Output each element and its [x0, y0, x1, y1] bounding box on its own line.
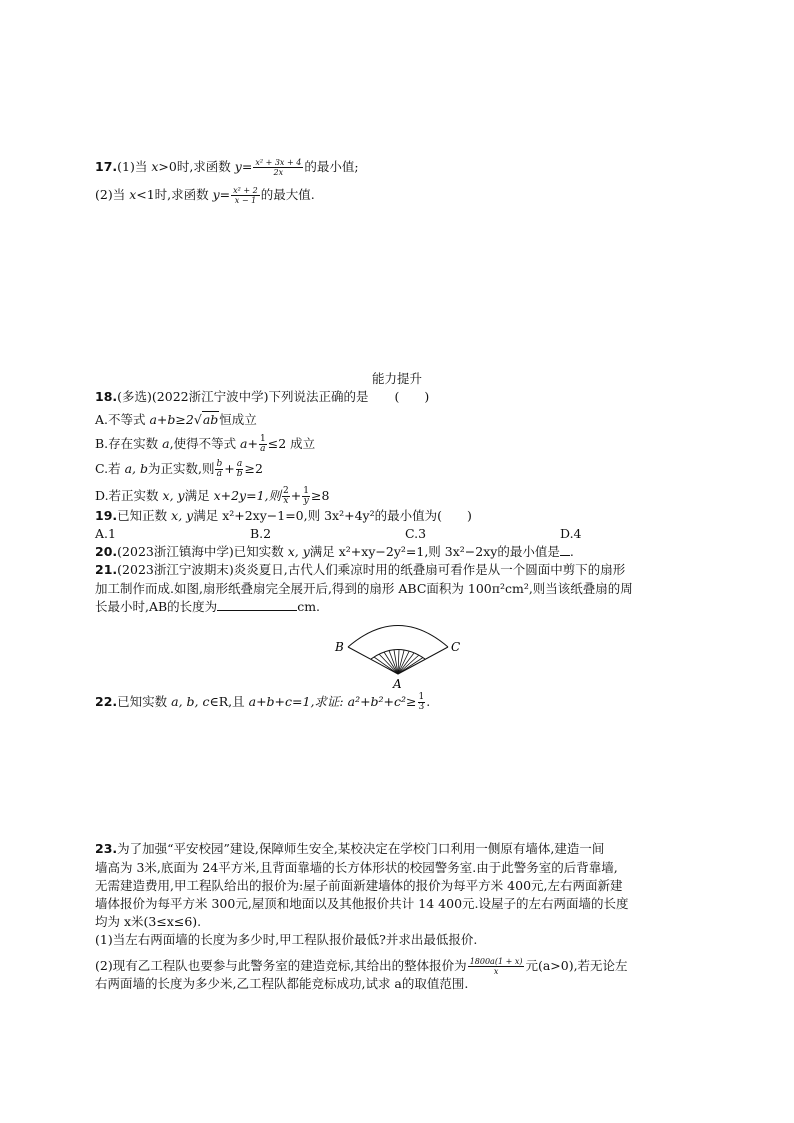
answer-blank[interactable] — [217, 598, 297, 611]
q18-option-d: D.若正实数 x, y满足 x+2y=1,则 $\frac{2}{x}$ + $\frac{1}{y}$ ≥8 — [95, 486, 330, 506]
q19-option-a: A.1 — [95, 526, 116, 541]
fan-edge-ac — [398, 647, 448, 674]
fan-figure — [330, 612, 465, 692]
answer-blank[interactable] — [560, 543, 570, 556]
q23-line-2: 墙高为 3米,底面为 24平方米,且背面靠墙的长方体形状的校园警务室.由于此警务室的后背靠墙, — [95, 860, 618, 875]
q17-part1: 17.(1)当 x>0时,求函数 y= $\frac{\text{x² + 3x + 4}}{2x}$ 的最小值; — [95, 158, 359, 177]
q17-number: 17. — [95, 159, 118, 174]
q18-stem: 18.(多选)(2022浙江宁波中学)下列说法正确的是 ( ) — [95, 389, 430, 404]
q23-line-8: 右两面墙的长度为多少米,乙工程队都能竞标成功,试求 a的取值范围. — [95, 976, 469, 991]
label-c: C — [451, 640, 461, 654]
label-a: A — [393, 677, 402, 691]
q23-price-fraction: $\frac{1800a(1 + x)}{x}$ — [469, 957, 523, 976]
q23-line-1: 23.为了加强“平安校园”建设,保障师生安全,某校决定在学校门口利用一侧原有墙体,建造一间 — [95, 841, 605, 856]
q17-fraction-2: $\frac{\text{x² + 2}}{x - 1}$ — [233, 186, 258, 205]
q19-stem: 19.已知正数 x, y满足 x²+2xy−1=0,则 3x²+4y²的最小值为( ) — [95, 508, 472, 523]
q17-part2: (2)当 x<1时,求函数 y= $\frac{\text{x² + 2}}{x - 1}$ 的最大值. — [95, 186, 315, 205]
q23-line-6: (1)当左右两面墙的长度为多少时,甲工程队报价最低?并求出最低报价. — [95, 932, 478, 947]
fan-edge-ab — [348, 647, 398, 674]
q19-option-d: D.4 — [560, 526, 582, 541]
q20-stem: 20.(2023浙江镇海中学)已知实数 x, y满足 x²+xy−2y²=1,则 3x²−2xy的最小值是 . — [95, 544, 574, 559]
section-title: 能力提升 — [371, 371, 422, 386]
q23-line-3: 无需建造费用,甲工程队给出的报价为:屋子前面新建墙体的报价为每平方米 400元,左右两面新建 — [95, 878, 623, 893]
q18-option-b: B.存在实数 a,使得不等式 a+ $\frac{1}{a}$ ≤2 成立 — [95, 434, 316, 454]
q18-option-a: A.不等式 a+b≥2√ab恒成立 — [95, 412, 257, 427]
q21-line-1: 21.(2023浙江宁波期末)炎炎夏日,古代人们乘凉时用的纸叠扇可看作是从一个圆面中剪下的扇形 — [95, 562, 626, 577]
q17-fraction-1: $\frac{\text{x² + 3x + 4}}{2x}$ — [255, 158, 302, 177]
q22-stem: 22.已知实数 a, b, c∈R,且 a+b+c=1,求证: a²+b²+c²≥ $\frac{1}{3}$ . — [95, 692, 431, 712]
q18-option-c: C.若 a, b为正实数,则 $\frac{b}{a}$ + $\frac{a}{b}$ ≥2 — [95, 459, 263, 479]
fan-outer-arc — [348, 626, 448, 648]
sqrt-symbol: √ — [193, 412, 202, 427]
q21-line-3: 长最小时,AB的长度为 cm. — [95, 599, 321, 614]
q19-option-b: B.2 — [250, 526, 272, 541]
label-b: B — [335, 640, 344, 654]
q19-option-c: C.3 — [405, 526, 427, 541]
q23-line-7: (2)现有乙工程队也要参与此警务室的建造竞标,其给出的整体报价为 $\frac{1800a(1 + x)}{x}$ 元(a>0),若无论左 — [95, 957, 628, 976]
q19-options — [95, 525, 715, 543]
q23-line-5: 均为 x米(3≤x≤6). — [95, 914, 202, 929]
q21-line-2: 加工制作而成.如图,扇形纸叠扇完全展开后,得到的扇形 ABC面积为 100π²cm²,则当该纸叠扇的周 — [95, 581, 633, 596]
q23-line-4: 墙体报价为每平方米 300元,屋顶和地面以及其他报价共计 14 400元.设屋子的左右两面墙的长度 — [95, 896, 629, 911]
